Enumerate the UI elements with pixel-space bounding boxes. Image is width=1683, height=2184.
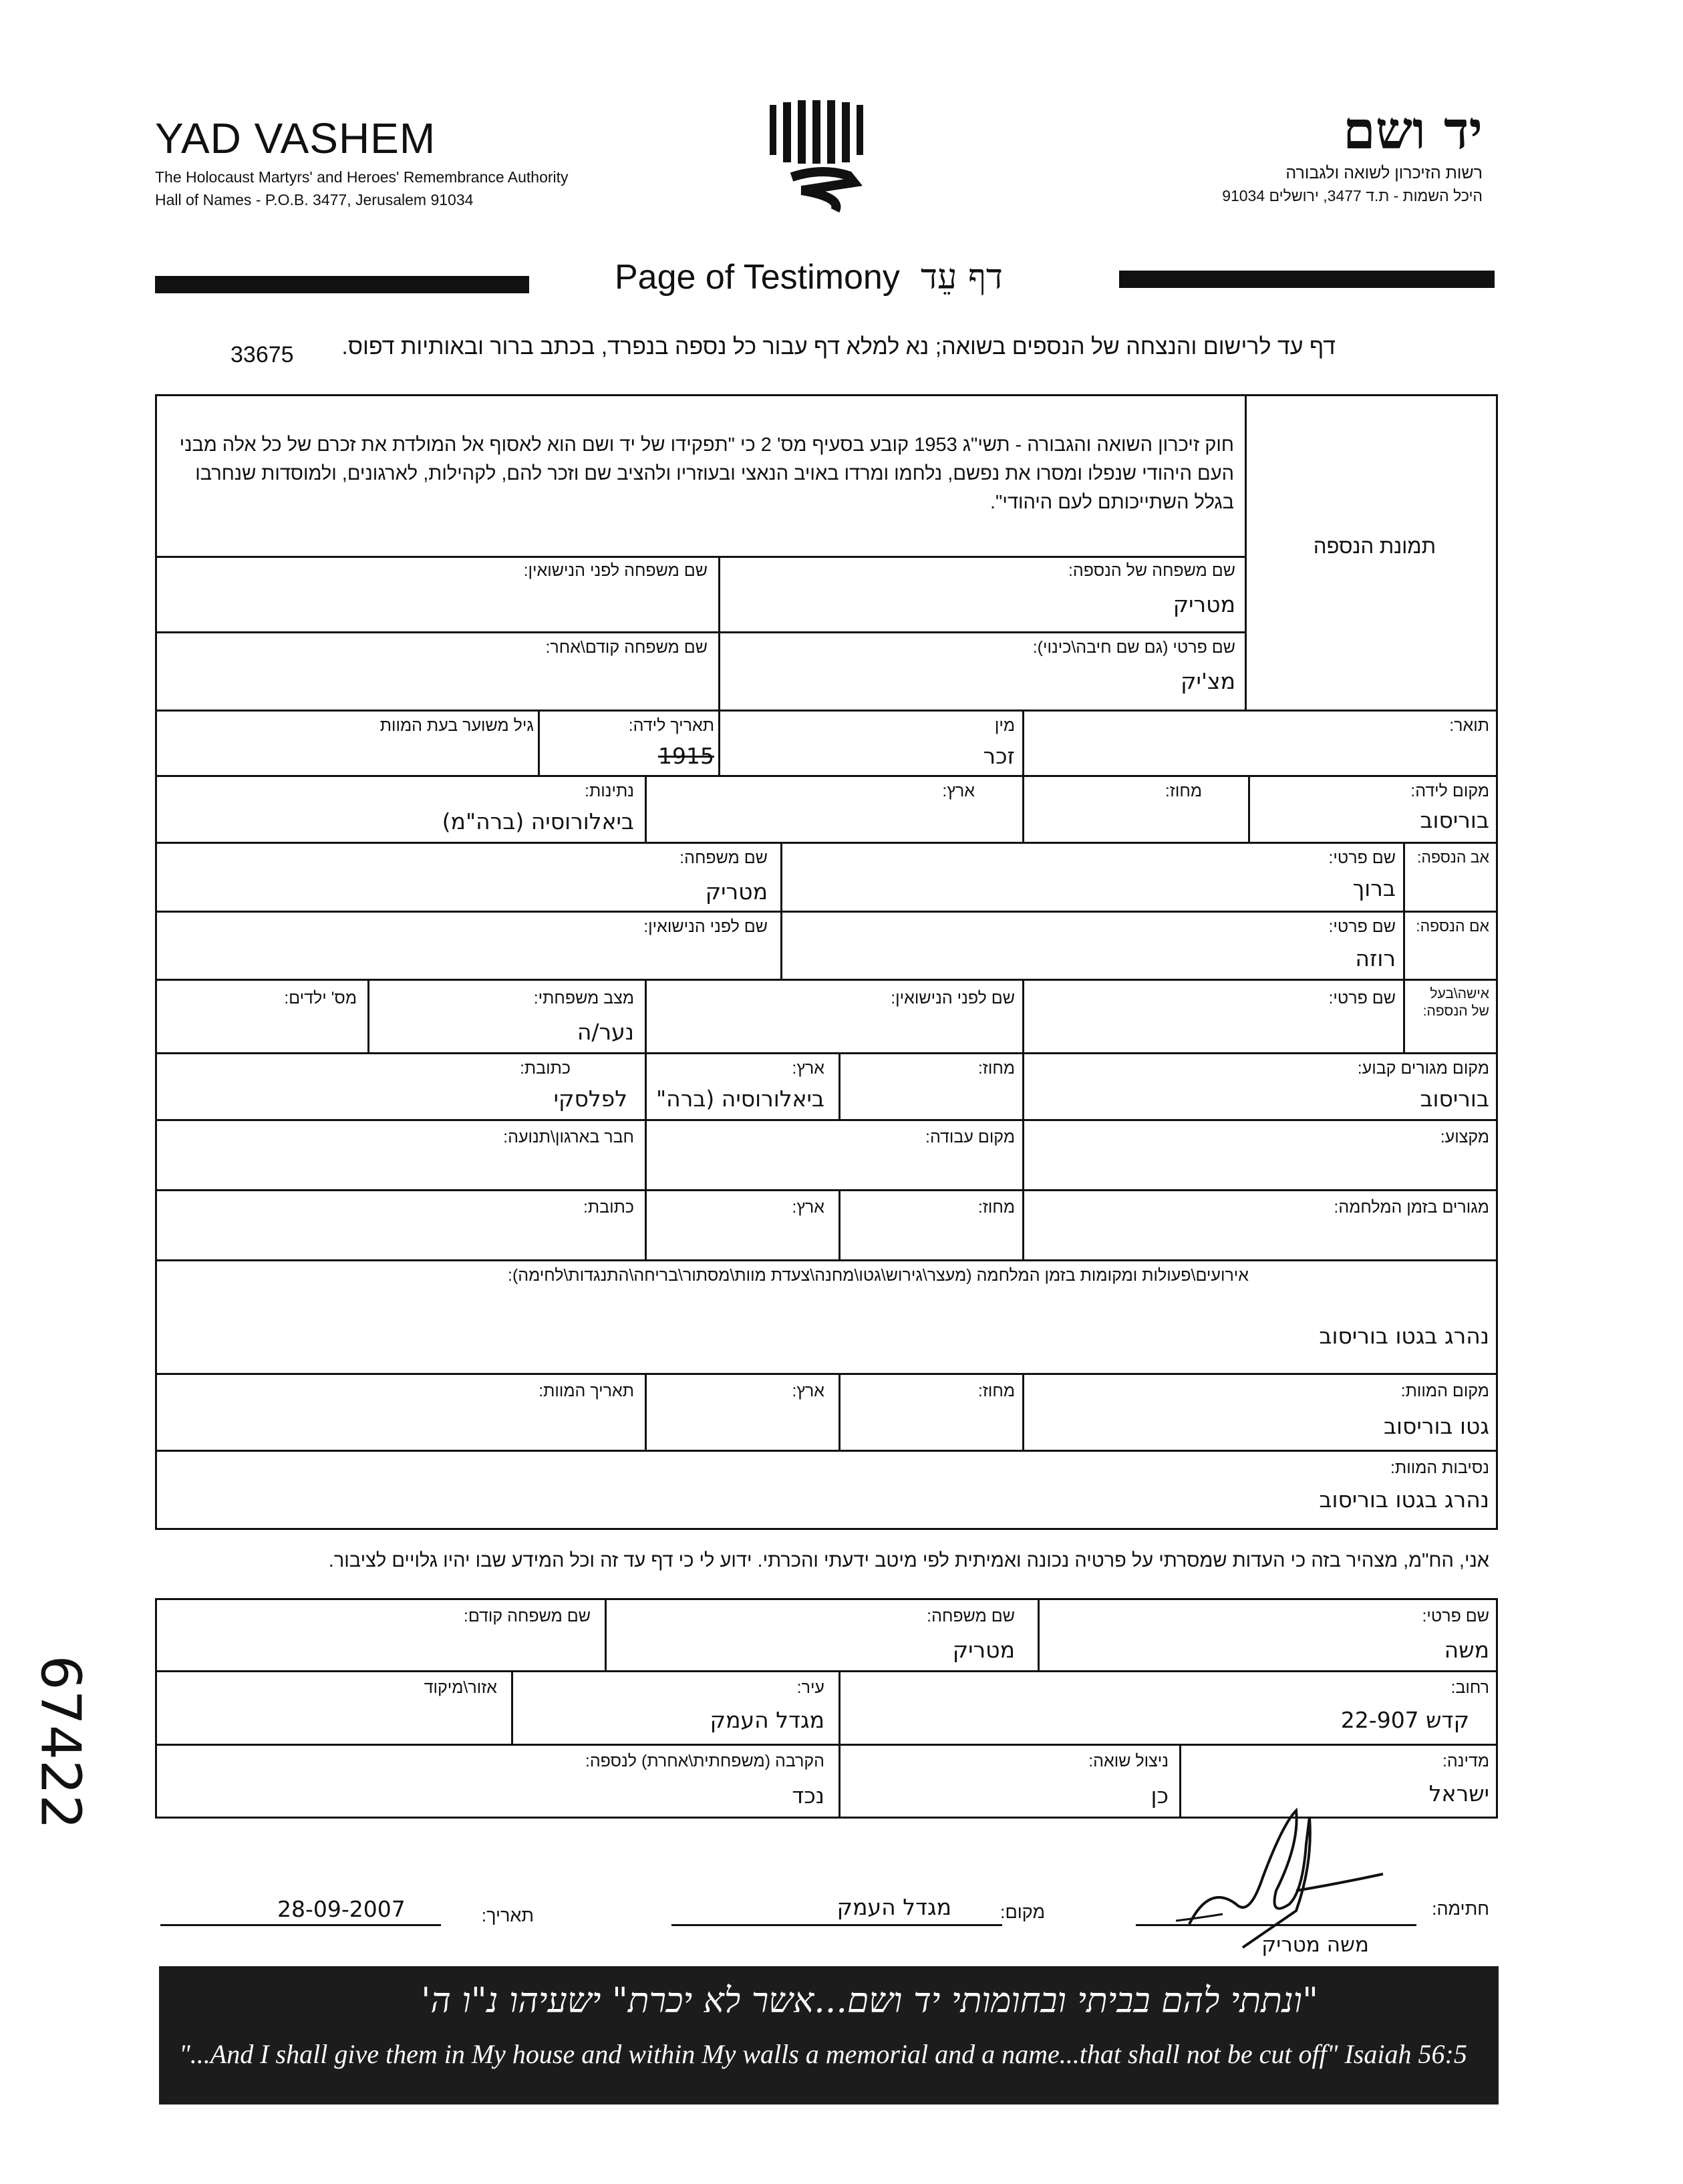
wartime-place-label: מגורים בזמן המלחמה:: [1334, 1198, 1489, 1217]
row-line-7: [155, 979, 1498, 981]
birth-country-label: ארץ:: [942, 782, 975, 800]
victim-maiden-name-label: שם משפחה לפני הנישואין:: [523, 561, 708, 580]
marital-status-label: מצב משפחתי:: [533, 989, 634, 1007]
death-place-label: מקום המוות:: [1400, 1382, 1489, 1400]
page-title-he: דף עֵד: [921, 257, 1003, 297]
org-subtitle-he: רשות הזיכרון לשואה ולגבורה: [1285, 164, 1483, 182]
residence-address-value[interactable]: לפלסקי: [553, 1086, 627, 1112]
signature-label: חתימה:: [1431, 1899, 1489, 1919]
mother-maiden-label: שם לפני הנישואין:: [643, 917, 768, 936]
submitter-last-label: שם משפחה:: [927, 1607, 1015, 1625]
submitter-city-value[interactable]: מגדל העמק: [710, 1707, 824, 1733]
row-line-12: [155, 1373, 1498, 1375]
banner-quote-en: "...And I shall give them in My house and within My walls a memorial and a name...that shall not be cut off" Isaiah 56:5: [179, 2039, 1467, 2069]
place-line: [671, 1924, 1002, 1926]
wartime-address-label: כתובת:: [583, 1198, 634, 1217]
events-value[interactable]: נהרג בגטו בוריסוב: [1319, 1323, 1489, 1349]
mother-row-label: אם הנספה:: [1416, 917, 1489, 935]
signature-scribble: [1163, 1804, 1416, 1951]
yad-vashem-logo: [762, 97, 875, 214]
photo-divider: [1245, 394, 1247, 710]
victim-gender-value[interactable]: זכר: [983, 743, 1015, 769]
wartime-country-label: ארץ:: [792, 1198, 824, 1217]
profession-label: מקצוע:: [1440, 1128, 1489, 1146]
submitter-first-label: שם פרטי:: [1422, 1607, 1489, 1625]
birth-place-label: מקום לידה:: [1410, 782, 1489, 800]
place-value[interactable]: מגדל העמק: [836, 1894, 951, 1920]
marital-status-value[interactable]: נער/ה: [577, 1019, 634, 1045]
row-line-4: [155, 775, 1498, 777]
page-title-en: Page of Testimony: [615, 258, 900, 297]
submitter-city-label: עיר:: [796, 1678, 824, 1697]
org-subtitle-en: The Holocaust Martyrs' and Heroes' Remembrance Authority: [155, 168, 569, 186]
victim-age-label: גיל משוער בעת המוות: [379, 716, 534, 735]
death-country-label: ארץ:: [792, 1382, 824, 1400]
father-row-label: אב הנספה:: [1417, 848, 1489, 866]
relation-value[interactable]: נכד: [792, 1782, 824, 1809]
survivor-label: ניצול שואה:: [1088, 1752, 1169, 1770]
submitter-country-label: מדינה:: [1442, 1752, 1489, 1770]
workplace-label: מקום עבודה:: [925, 1128, 1015, 1146]
residence-address-label: כתובת:: [519, 1059, 571, 1078]
place-label: מקום:: [1000, 1902, 1045, 1922]
submitter-zip-label: אזור\מיקוד: [424, 1678, 497, 1697]
residence-country-label: ארץ:: [792, 1059, 824, 1078]
mother-first-value[interactable]: רוזה: [1355, 945, 1396, 971]
row-line-2: [155, 631, 1246, 633]
photo-label: תמונת הנספה: [1313, 534, 1436, 558]
wartime-region-label: מחוז:: [977, 1198, 1015, 1217]
victim-last-name-value[interactable]: מטריק: [1173, 591, 1235, 617]
title-bar-left: [155, 276, 529, 293]
victim-title-label: תואר:: [1449, 716, 1489, 735]
row-line-13: [155, 1450, 1498, 1452]
submitter-prev-label: שם משפחה קודם:: [463, 1607, 591, 1625]
form-box: [155, 394, 1498, 1530]
row-line-6: [155, 911, 1498, 913]
instructions-text: דף עד לרישום והנצחה של הנספים בשואה; נא למלא דף עבור כל נספה בנפרד, בכתב ברור ובאותיות דפוס.: [341, 334, 1336, 359]
events-label: אירועים\פעולות ומקומות בזמן המלחמה (מעצר\גירוש\גטו\מחנה\צעדת מוות\מסתור\בריחה\התנגדות\לחימה):: [508, 1266, 1249, 1285]
submitter-last-value[interactable]: מטריק: [952, 1637, 1015, 1663]
row-line-9: [155, 1119, 1498, 1121]
father-last-label: שם משפחה:: [679, 848, 768, 867]
form-number: 33675: [231, 342, 294, 367]
residence-country-value[interactable]: ביאלורוסיה (ברה": [655, 1086, 824, 1112]
org-address-he: היכל השמות - ת.ד 3477, ירושלים 91034: [1222, 187, 1483, 204]
death-circ-value[interactable]: נהרג בגטו בוריסוב: [1319, 1487, 1489, 1513]
date-line: [160, 1924, 441, 1926]
submitter-box: [155, 1598, 1498, 1819]
spouse-maiden-label: שם לפני הנישואין:: [891, 989, 1015, 1007]
father-first-label: שם פרטי:: [1328, 848, 1396, 867]
banner-quote-he: "ונתתי להם בביתי ובחומותי יד ושם...אשר לא יכרת" ישעיהו נ"ו ה': [421, 1981, 1318, 2021]
victim-first-name-value[interactable]: מצ'יק: [1181, 668, 1235, 694]
submitter-first-value[interactable]: משה: [1444, 1637, 1489, 1663]
quote-banner: [159, 1966, 1499, 2104]
declaration-text: אני, הח"מ, מצהיר בזה כי העדות שמסרתי על פרטיה נכונה ואמיתית לפי מיטב ידעתי והכרתי. ידוע לי כי דף עד זה וכל המידע שבו יהיו גלויים לציבור.: [328, 1550, 1489, 1571]
signer-name: משה מטריק: [1261, 1933, 1369, 1957]
row-line-8: [155, 1052, 1498, 1054]
org-address-en: Hall of Names - P.O.B. 3477, Jerusalem 91034: [155, 191, 474, 208]
submitter-street-label: רחוב:: [1450, 1678, 1489, 1697]
victim-birth-date-value[interactable]: 1915: [658, 743, 714, 769]
row-line-10: [155, 1189, 1498, 1191]
title-bar-right: [1119, 271, 1495, 288]
row-line-1: [155, 556, 1246, 558]
date-value[interactable]: 28-09-2007: [277, 1896, 406, 1922]
victim-birth-date-label: תאריך לידה:: [628, 716, 714, 735]
victim-gender-label: מין: [994, 716, 1015, 735]
member-org-label: חבר בארגון\תנועה:: [503, 1128, 634, 1146]
birth-place-value[interactable]: בוריסוב: [1420, 807, 1489, 833]
date-label: תאריך:: [481, 1905, 534, 1925]
residence-region-label: מחוז:: [977, 1059, 1015, 1078]
children-count-label: מס' ילדים:: [284, 989, 357, 1007]
relation-label: הקרבה (משפחתית\אחרת) לנספה:: [585, 1752, 824, 1770]
submitter-street-value[interactable]: קדש 22-907: [1340, 1707, 1469, 1733]
victim-first-name-label: שם פרטי (גם שם חיבה\כינוי):: [1032, 638, 1235, 657]
survivor-value[interactable]: כן: [1151, 1782, 1169, 1809]
victim-last-name-label: שם משפחה של הנספה:: [1068, 561, 1235, 580]
victim-prev-name-label: שם משפחה קודם\אחר:: [545, 638, 708, 657]
org-name-en: YAD VASHEM: [155, 114, 436, 162]
birth-region-label: מחוז:: [1165, 782, 1202, 800]
death-date-label: תאריך המוות:: [539, 1382, 634, 1400]
instructions: [341, 334, 1336, 360]
residence-value[interactable]: בוריסוב: [1420, 1086, 1489, 1112]
row-line-3: [155, 710, 1498, 712]
nationality-label: נתינות:: [585, 782, 634, 800]
spouse-row-label: אישה\בעל של הנספה:: [1422, 986, 1489, 1019]
spouse-first-label: שם פרטי:: [1328, 989, 1396, 1007]
archive-number: 67422: [28, 1655, 92, 1830]
row-line-5: [155, 842, 1498, 844]
death-circ-label: נסיבות המוות:: [1390, 1458, 1489, 1477]
death-place-value[interactable]: גטו בוריסוב: [1383, 1413, 1489, 1439]
mother-first-label: שם פרטי:: [1328, 917, 1396, 936]
submitter-country-value[interactable]: ישראל: [1428, 1780, 1489, 1807]
residence-label: מקום מגורים קבוע:: [1357, 1059, 1489, 1078]
father-first-value[interactable]: ברוך: [1352, 875, 1396, 901]
org-name-he: יד ושם: [1343, 100, 1483, 161]
death-region-label: מחוז:: [977, 1382, 1015, 1400]
law-text: חוק זיכרון השואה והגבורה - תשי"ג 1953 קובע בסעיף מס' 2 כי "תפקידו של יד ושם הוא לאסוף אל המולדת את זכרם של כל אלה מבני העם היהודי שנפלו ומסרו את נפשם, נלחמו ומרדו באויב הנאצי ובעוזריו ולהציב שם וזכר להם, לקהילות, לארגונים, ולמוסדות שנחרבו בגלל השתייכותם לעם היהודי".: [179, 434, 1234, 513]
nationality-value[interactable]: ביאלורוסיה (ברה"מ): [442, 808, 634, 834]
row-line-11: [155, 1259, 1498, 1261]
father-last-value[interactable]: מטריק: [705, 879, 768, 905]
